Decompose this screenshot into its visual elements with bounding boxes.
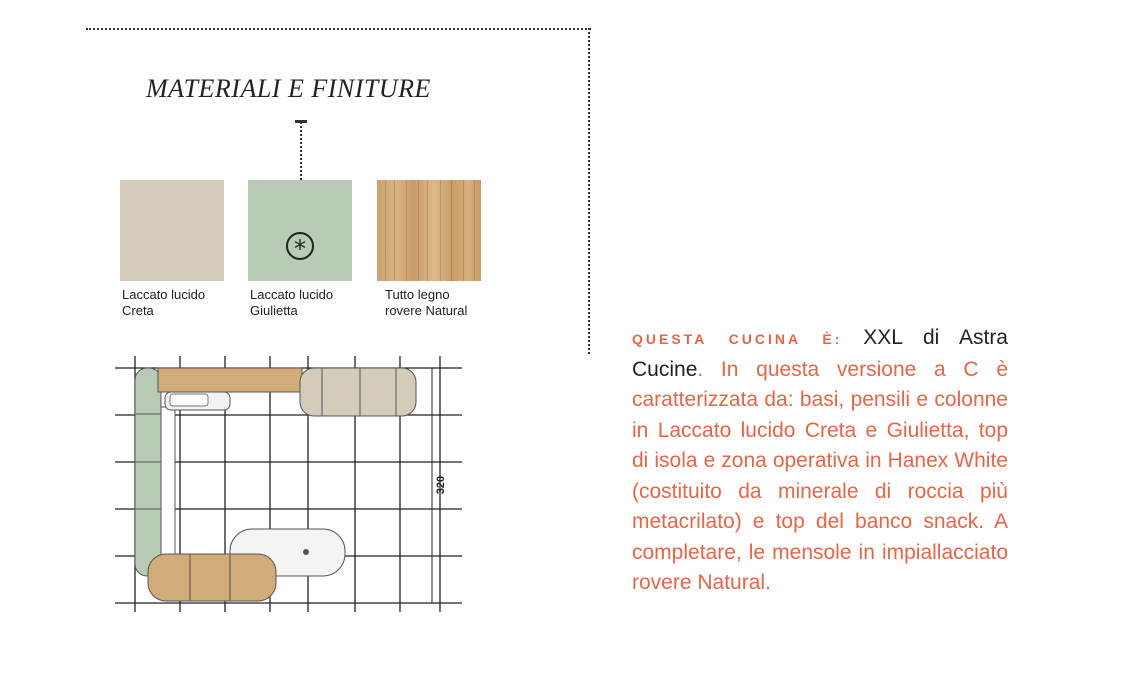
section-title: MATERIALI E FINITURE bbox=[146, 74, 431, 103]
caption-creta bbox=[122, 287, 232, 319]
kitchen-description bbox=[632, 323, 1008, 599]
dimension-label: 320 bbox=[435, 475, 447, 495]
caption-line: Tutto legno bbox=[385, 287, 450, 302]
asterisk-marker-icon: * bbox=[286, 232, 314, 260]
dotted-border-right bbox=[588, 28, 590, 354]
swatch-creta bbox=[120, 180, 224, 281]
caption-line: Laccato lucido bbox=[122, 287, 206, 302]
plan-furniture bbox=[135, 368, 416, 601]
kitchen-floor-plan bbox=[110, 352, 470, 617]
caption-rovere bbox=[385, 287, 495, 319]
caption-line: Creta bbox=[122, 303, 154, 318]
plan-dimension bbox=[427, 368, 447, 603]
description-highlight: XXL di Astra Cucine bbox=[632, 326, 1008, 381]
caption-giulietta bbox=[250, 287, 360, 319]
caption-line: Giulietta bbox=[250, 303, 298, 318]
caption-line: Laccato lucido bbox=[250, 287, 334, 302]
description-body: . In questa versione a C è caratterizzata da: basi, pensili e colonne in Laccato lucido Creta e Giulietta, top di isola e zona operativa in Hanex White (costituito da minerale di roccia più metacrilato) e top del banco snack. A completare, le mensole in impiallacciato rovere Natural. bbox=[632, 357, 1008, 594]
swatch-rovere-natural bbox=[377, 180, 481, 281]
swatch-giulietta bbox=[248, 180, 352, 281]
dotted-border-top bbox=[86, 28, 591, 30]
caption-line: rovere Natural bbox=[385, 303, 468, 318]
description-lead: QUESTA CUCINA È: bbox=[632, 331, 843, 347]
